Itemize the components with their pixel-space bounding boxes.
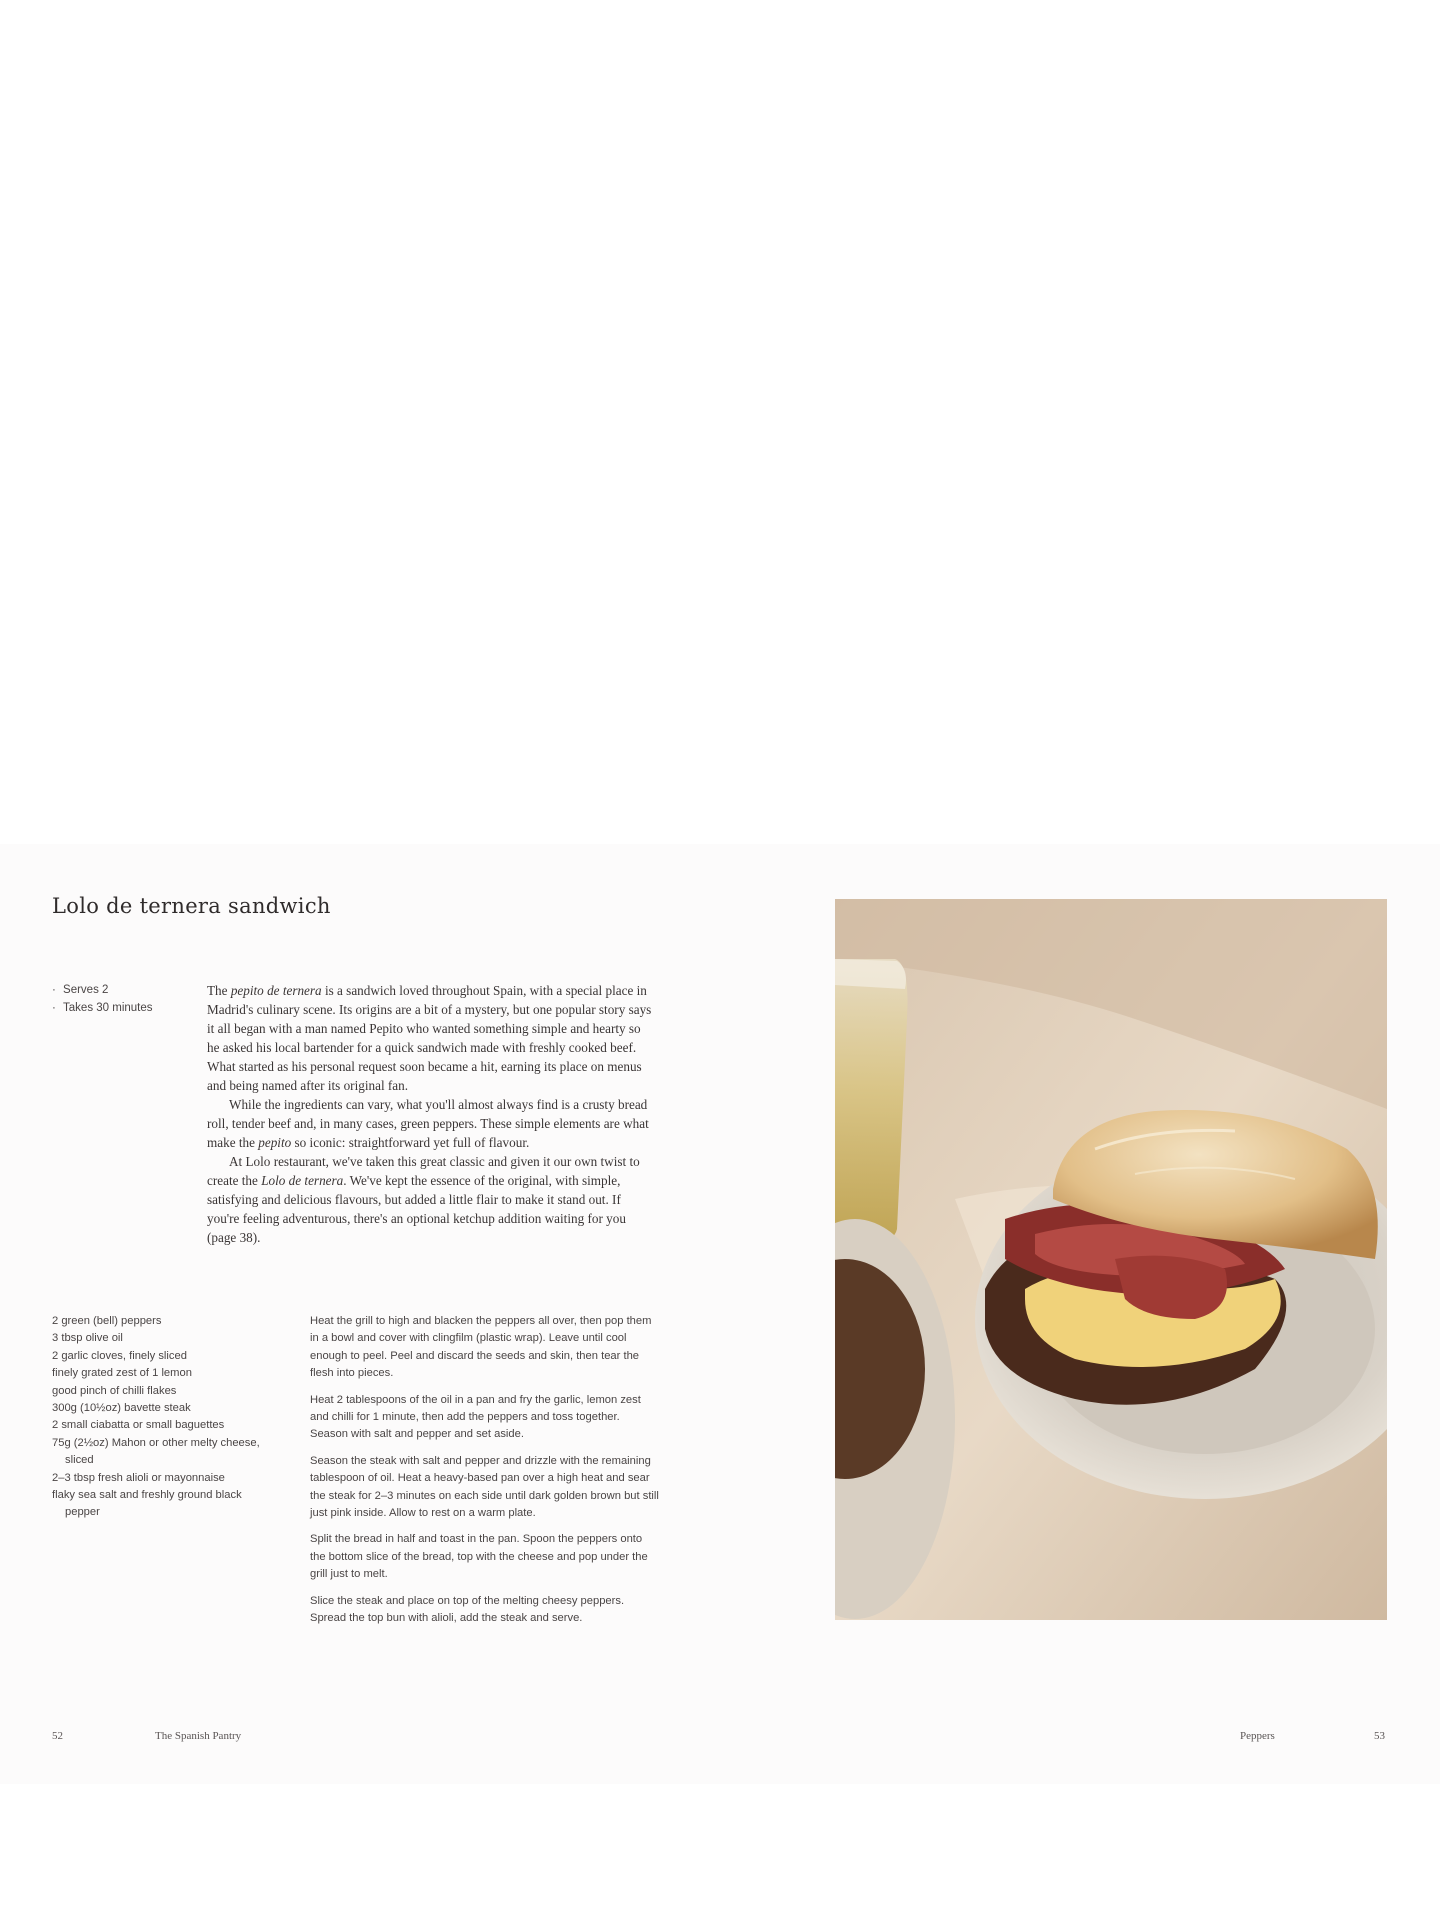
ingredient-item: flaky sea salt and freshly ground black pepper (52, 1489, 242, 1519)
method-step: Season the steak with salt and pepper and drizzle with the remaining tablespoon of oil. Heat a heavy-based pan over a high heat and sear the steak for 2–3 minutes on each side until dark golden brown but still just pink inside. Allow to rest on a warm plate. (310, 1454, 659, 1520)
method-step: Split the bread in half and toast in the pan. Spoon the peppers onto the bottom slice of the bread, top with the cheese and pop under the grill just to melt. (310, 1533, 648, 1581)
ingredient-item: finely grated zest of 1 lemon (52, 1367, 192, 1380)
ingredient-item: 75g (2½oz) Mahon or other melty cheese, sliced (52, 1436, 260, 1467)
sandwich-photo (835, 899, 1387, 1620)
running-title-right: Peppers (1240, 1730, 1275, 1742)
serves-label: · Serves 2 (52, 981, 153, 999)
book-spread (0, 844, 1440, 1784)
method-step: Heat the grill to high and blacken the peppers all over, then pop them in a bowl and cover with clingfilm (plastic wrap). Leave until cool enough to peel. Peel and discard the seeds and skin, then tear the flesh into pieces. (310, 1315, 652, 1380)
ingredient-item: 3 tbsp olive oil (52, 1332, 123, 1345)
method-steps (310, 1313, 660, 1637)
ingredient-list (52, 1313, 267, 1522)
intro-paragraph: The pepito de ternera is a sandwich loved throughout Spain, with a special place in Madrid's culinary scene. Its origins are a bit of a mystery, but one popular story says it all began with a man named Pepito who wanted something simple and hearty so he asked his local bartender for a quick sandwich made with freshly cooked beef. What started as his personal request soon became a hit, earning its place on menus and being named after its original fan. (207, 983, 652, 1093)
method-step: Heat 2 tablespoons of the oil in a pan and fry the garlic, lemon zest and chilli for 1 minute, then add the peppers and toss together. Season with salt and pepper and set aside. (310, 1393, 641, 1441)
sandwich-illustration (835, 899, 1387, 1620)
recipe-title: Lolo de ternera sandwich (52, 894, 331, 918)
ingredient-item: 2 green (bell) peppers (52, 1315, 162, 1327)
ingredient-item: 2–3 tbsp fresh alioli or mayonnaise (52, 1471, 225, 1484)
ingredient-item: 2 garlic cloves, finely sliced (52, 1349, 187, 1362)
ingredient-item: good pinch of chilli flakes (52, 1384, 177, 1397)
running-title-left: The Spanish Pantry (155, 1730, 242, 1742)
time-label: · Takes 30 minutes (52, 999, 153, 1017)
intro-paragraph: At Lolo restaurant, we've taken this great classic and given it our own twist to create the Lolo de ternera. We've kept the essence of the original, with simple, satisfying and delicious flavours, but added a little flair to make it stand out. If you're feeling adventurous, there's an optional ketchup addition waiting for you (page 38). (207, 1154, 640, 1245)
intro-paragraph: While the ingredients can vary, what you'll almost always find is a crusty bread roll, tender beef and, in many cases, green peppers. These simple elements are what make the pepito so iconic: straightforward yet full of flavour. (207, 1097, 649, 1150)
ingredient-item: 300g (10½oz) bavette steak (52, 1402, 191, 1415)
page-number-right: 53 (1374, 1730, 1385, 1742)
method-step: Slice the steak and place on top of the melting cheesy peppers. Spread the top bun with alioli, add the steak and serve. (310, 1594, 625, 1625)
recipe-intro (207, 981, 652, 1247)
page-number-left: 52 (52, 1730, 63, 1742)
ingredient-item: 2 small ciabatta or small baguettes (52, 1419, 225, 1432)
recipe-meta (52, 981, 153, 1017)
